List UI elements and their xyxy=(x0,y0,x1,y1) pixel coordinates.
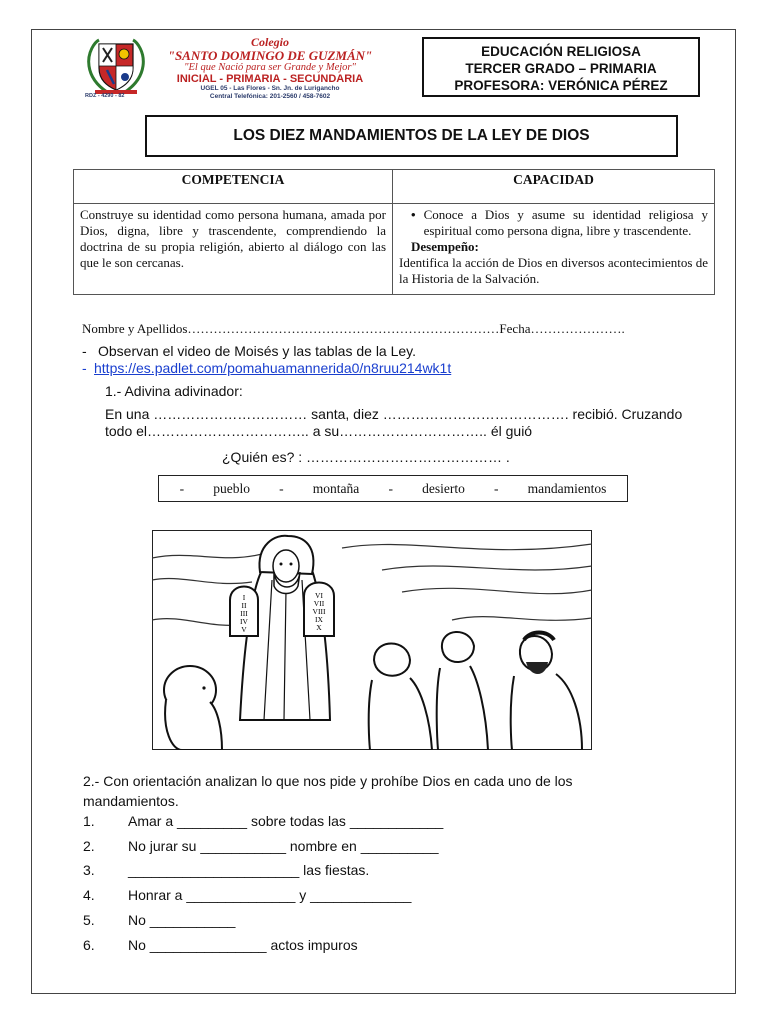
logo-school-name: "SANTO DOMINGO DE GUZMÁN" xyxy=(167,48,373,63)
item-number: 3. xyxy=(83,862,95,878)
competencia-text: Construye su identidad como persona humana, amada por Dios, digna, libre y trascendente, comprendiendo la doctrina de su propia religión, abierto al diálogo con las que le son cercanas. xyxy=(80,207,386,270)
riddle-heading: 1.- Adivina adivinador: xyxy=(105,383,243,399)
logo-levels: INICIAL - PRIMARIA - SECUNDARIA xyxy=(176,73,364,85)
name-date-line[interactable]: Nombre y Apellidos………………………………………………………………Fecha…………………. xyxy=(82,321,625,336)
competency-table xyxy=(73,169,715,295)
riddle-line-2: todo el…………………………….. a su………………………….. él guió xyxy=(105,423,533,439)
item-text[interactable]: No _______________ actos impuros xyxy=(128,937,358,953)
item-text[interactable]: Amar a _________ sobre todas las ____________ xyxy=(128,813,444,829)
commandment-item xyxy=(83,887,411,903)
competencia-header: COMPETENCIA xyxy=(74,170,393,204)
logo-ugel: UGEL 05 - Las Flores - Sn. Jn. de Lurigancho xyxy=(200,85,340,92)
desempeno-label: Desempeño: xyxy=(411,239,479,254)
commandment-item xyxy=(83,912,235,928)
word-bank-dash: - xyxy=(494,480,499,496)
word-bank-word: pueblo xyxy=(213,480,250,496)
item-number: 5. xyxy=(83,912,95,928)
left-tablet-numerals: I II III IV V xyxy=(240,593,248,634)
commandment-item xyxy=(83,937,358,953)
word-bank-dash: - xyxy=(388,480,393,496)
word-bank xyxy=(158,475,628,502)
riddle-question: ¿Quién es? : …………………………………… . xyxy=(222,449,510,465)
item-text[interactable]: Honrar a ______________ y _____________ xyxy=(128,887,412,903)
commandment-item xyxy=(83,838,439,854)
word-bank-word: mandamientos xyxy=(527,480,607,496)
commandment-item xyxy=(83,862,369,878)
capacidad-header: CAPACIDAD xyxy=(393,170,715,204)
item-number: 4. xyxy=(83,887,95,903)
right-tablet-numerals: VI VII VIII IX X xyxy=(312,591,326,632)
word-bank-dash: - xyxy=(279,480,284,496)
capacidad-cell xyxy=(393,204,715,295)
logo-rdz: RDZ - 4290 - 82 xyxy=(85,93,125,99)
padlet-link[interactable]: https://es.padlet.com/pomahuamannerida0/n8ruu214wk1t xyxy=(94,360,452,376)
competencia-cell xyxy=(74,204,393,295)
capacidad-text: Conoce a Dios y asume su identidad religiosa y espiritual como persona digna, libre y trascendente. xyxy=(423,207,708,238)
item-text[interactable]: ______________________ las fiestas. xyxy=(128,862,370,878)
desempeno-text: Identifica la acción de Dios en diversos acontecimientos de la Historia de la Salvación. xyxy=(399,255,708,286)
section2-line-2: mandamientos. xyxy=(83,793,179,809)
item-number: 1. xyxy=(83,813,95,829)
video-instruction-text: Observan el video de Moisés y las tablas de la Ley. xyxy=(98,343,417,359)
item-number: 6. xyxy=(83,937,95,953)
section2-line-1: 2.- Con orientación analizan lo que nos pide y prohíbe Dios en cada uno de los xyxy=(83,773,573,789)
course-grade: TERCER GRADO – PRIMARIA xyxy=(465,61,657,76)
school-logo xyxy=(85,36,385,102)
padlet-link-row: - https://es.padlet.com/pomahuamannerida0/n8ruu214wk1t xyxy=(82,360,452,376)
logo-colegio: Colegio xyxy=(251,35,289,49)
item-number: 2. xyxy=(83,838,95,854)
course-subject: EDUCACIÓN RELIGIOSA xyxy=(481,44,641,59)
moses-tablets-drawing xyxy=(152,530,592,750)
riddle-line-1: En una …………………………… santa, diez …………………………………. recibió. Cruzando xyxy=(105,406,683,422)
logo-motto: "El que Nació para ser Grande y Mejor" xyxy=(184,62,356,73)
word-bank-dash: - xyxy=(179,480,185,496)
course-info-box xyxy=(422,37,700,97)
word-bank-word: desierto xyxy=(422,480,465,496)
worksheet-title: LOS DIEZ MANDAMIENTOS DE LA LEY DE DIOS xyxy=(145,115,678,157)
word-bank-word: montaña xyxy=(312,480,360,496)
school-crest-icon xyxy=(85,36,147,96)
bullet-icon: • xyxy=(411,207,416,222)
item-text[interactable]: No jurar su ___________ nombre en __________ xyxy=(128,838,439,854)
item-text[interactable]: No ___________ xyxy=(128,912,236,928)
course-teacher: PROFESORA: VERÓNICA PÉREZ xyxy=(454,78,668,93)
video-instruction: - Observan el video de Moisés y las tablas de la Ley. xyxy=(82,343,417,359)
commandment-item xyxy=(83,813,443,829)
logo-phone: Central Telefónica: 201-2560 / 458-7602 xyxy=(209,93,331,100)
